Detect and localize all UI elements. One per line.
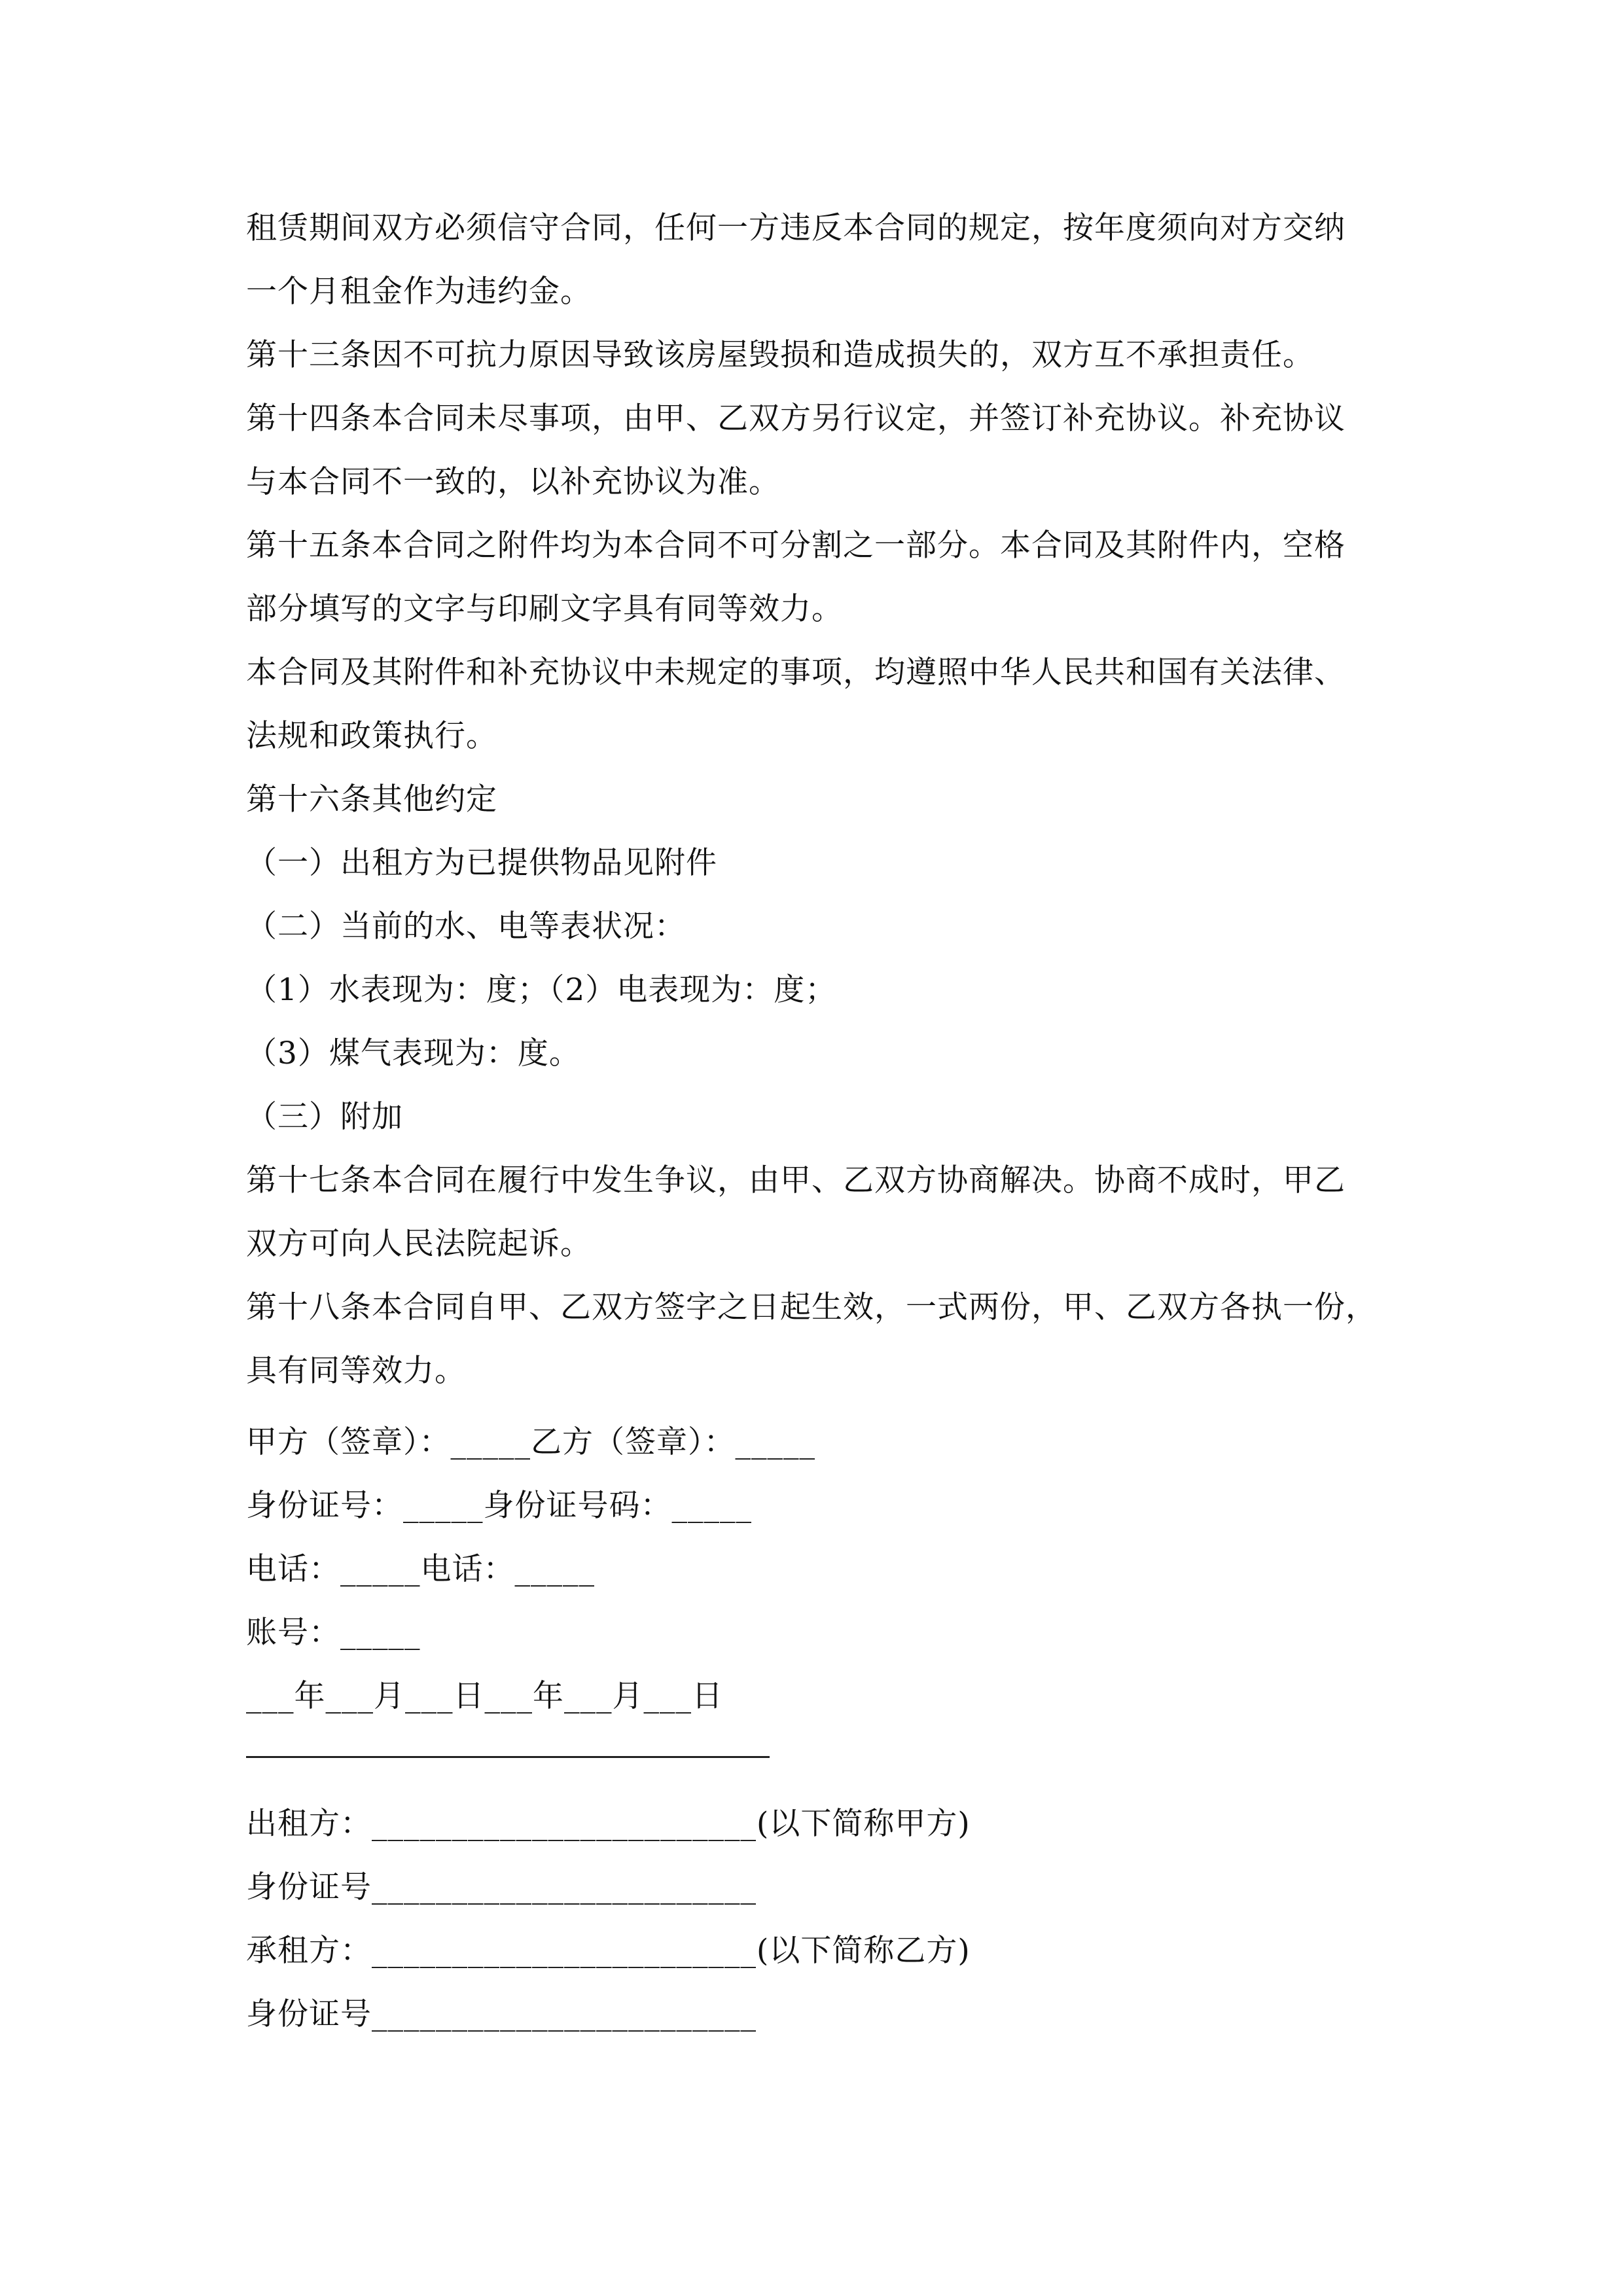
signature-id-line: 身份证号：_____身份证号码：_____	[246, 1488, 752, 1524]
signature-date-line: ___年___月___日___年___月___日	[246, 1678, 723, 1714]
signature-account-line: 账号：_____	[246, 1615, 421, 1651]
paragraph-line: 一个月租金作为违约金。	[246, 274, 592, 310]
signature-phone-line: 电话：_____电话：_____	[246, 1551, 595, 1587]
paragraph-line: 具有同等效力。	[246, 1353, 466, 1389]
paragraph-line: 租赁期间双方必须信守合同，任何一方违反本合同的规定，按年度须向对方交纳	[246, 210, 1346, 246]
lessor-line: 出租方：________________________(以下简称甲方)	[246, 1806, 971, 1842]
signature-party-line: 甲方（签章）：_____乙方（签章）：_____	[246, 1424, 815, 1460]
lessor-id-line: 身份证号________________________	[246, 1869, 757, 1905]
lessee-line: 承租方：________________________(以下简称乙方)	[246, 1933, 971, 1969]
section-divider	[246, 1756, 770, 1758]
article-13: 第十三条因不可抗力原因导致该房屋毁损和造成损失的，双方互不承担责任。	[246, 337, 1314, 373]
article-15: 第十五条本合同之附件均为本合同不可分割之一部分。本合同及其附件内，空格	[246, 528, 1346, 564]
paragraph-line: 部分填写的文字与印刷文字具有同等效力。	[246, 591, 843, 627]
article-14: 第十四条本合同未尽事项，由甲、乙双方另行议定，并签订补充协议。补充协议	[246, 401, 1346, 437]
paragraph-line: 本合同及其附件和补充协议中未规定的事项，均遵照中华人民共和国有关法律、	[246, 655, 1346, 691]
list-item: （二）当前的水、电等表状况：	[246, 908, 686, 944]
article-17: 第十七条本合同在履行中发生争议，由甲、乙双方协商解决。协商不成时，甲乙	[246, 1162, 1346, 1198]
paragraph-line: 双方可向人民法院起诉。	[246, 1226, 592, 1262]
lessee-id-line: 身份证号________________________	[246, 1996, 757, 2032]
article-16: 第十六条其他约定	[246, 781, 497, 817]
paragraph-line: 与本合同不一致的，以补充协议为准。	[246, 464, 780, 500]
list-item: （3）煤气表现为：度。	[246, 1035, 580, 1071]
paragraph-line: 法规和政策执行。	[246, 718, 497, 754]
list-item: （1）水表现为：度；（2）电表现为：度；	[246, 972, 837, 1008]
list-item: （三）附加	[246, 1099, 403, 1135]
article-18: 第十八条本合同自甲、乙双方签字之日起生效，一式两份，甲、乙双方各执一份，	[246, 1289, 1377, 1325]
list-item: （一）出租方为已提供物品见附件	[246, 845, 717, 881]
